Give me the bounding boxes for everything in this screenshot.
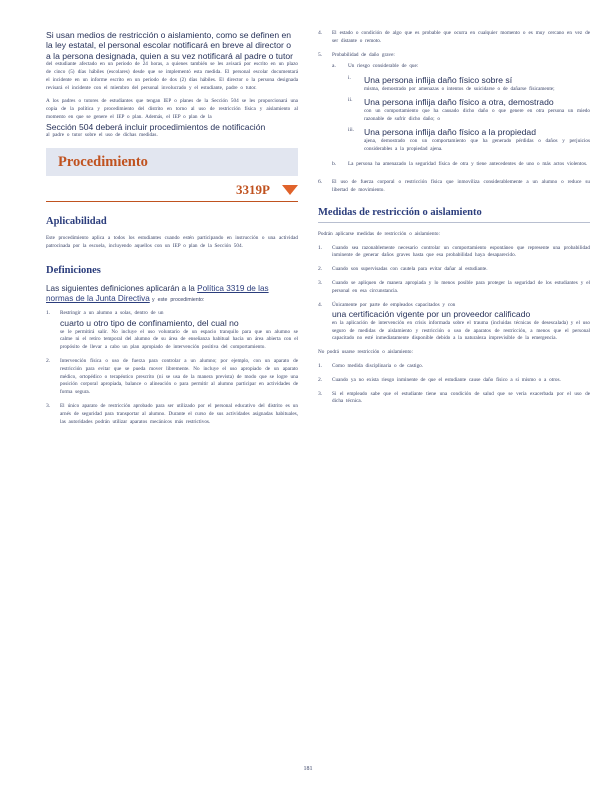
item-number: 1. (46, 310, 51, 317)
heading-definiciones: Definiciones (46, 264, 101, 276)
item-number: 3. (318, 390, 323, 397)
parents-lead: Sección 504 deberá incluir procedimientos de notificación (46, 121, 266, 132)
sub-sub-item (348, 75, 590, 93)
triangle-down-icon (282, 185, 298, 195)
sub-lead: Una persona inflija daño físico a la propiedad (364, 127, 536, 138)
left-column (46, 30, 298, 432)
sub-text: misma, demostrado por amenazas o intentos de suicidarse o de dañarse físicamente; (364, 85, 555, 92)
sub-text: Un riesgo considerable de que: (348, 63, 419, 70)
no-podra-intro: No podrá usarse restricción o aislamiento: (318, 349, 413, 356)
sub-sub-item (348, 127, 590, 153)
definition-item (46, 403, 298, 426)
aplicabilidad-text: Este procedimiento aplica a todos los estudiantes cuando estén participando en instrucción o una actividad patrocinada por la escuela, incluyendo aquellos con un IEP o plan de la Sección 504. (46, 235, 298, 249)
sub-sub-item (348, 97, 590, 123)
sub-number: ii. (348, 97, 353, 104)
policy-link[interactable]: Política 3319 de las normas de la Junta Directiva (46, 283, 269, 303)
sub-number: i. (348, 75, 351, 82)
definition-item (46, 358, 298, 397)
divider (318, 222, 590, 223)
item-number: 4. (318, 30, 323, 36)
banner-title: Procedimiento (58, 153, 148, 170)
intro-body: del estudiante afectado en un periodo de 24 horas, a quienes también se les avisará por escrito en un plazo de cinco (5) días hábiles (escolares) desde que se implementó esta medida. El personal escolar documentará el incidente en un informe escrito en un periodo de dos (2) días hábiles. El director o la persona designada revisará el incidente con el miembro del personal involucrado y el estudiante, padre o tutor. (46, 61, 298, 91)
list-item (318, 280, 590, 296)
definition-item (318, 52, 590, 174)
sub-number: b. (332, 161, 337, 168)
list-item (318, 266, 590, 274)
item-text: Si el empleado sabe que el estudiante tiene una condición de salud que se vería exacerbada por el uso de dicha técnica. (332, 390, 590, 405)
item-text: Cuando sea razonablemente necesario controlar un comportamiento espontáneo que represente una probabilidad inminente de generar daños graves hasta que esa probabilidad haya desaparecido. (332, 244, 590, 259)
heading-aplicabilidad: Aplicabilidad (46, 216, 107, 227)
item-number: 3. (46, 402, 51, 409)
sub-number: iii. (348, 127, 355, 134)
item-text: El único aparato de restricción aprobado para ser utilizado por el personal educativo del distrito es un arnés de seguridad para transportar al alumno. Durante el curso de sus actividades asignadas habituales, las autoridades podrán utilizar aparatos mecánicos más restrictivos. (60, 402, 298, 425)
sub-text: con un comportamiento que ha causado dicho daño o que genere en otra persona un miedo razonable de sufrir dicho daño; o (364, 107, 590, 122)
definitions-tail: y este procedimiento: (152, 296, 205, 303)
policy-code: 3319P (236, 182, 270, 197)
item-text: El uso de fuerza corporal o restricción física que inmoviliza considerablemente a un alumno o reduce su libertad de movimiento. (332, 179, 590, 193)
definitions-lead (46, 284, 298, 305)
sub-lead: Una persona inflija daño físico a otra, demostrado (364, 97, 554, 108)
list-item (318, 302, 590, 344)
item-text: Restringir a un alumno a solas, dentro de un (60, 310, 164, 317)
item-text: Cuando son supervisadas con cautela para evitar dañar al estudiante. (332, 266, 488, 273)
item-number: 1. (318, 362, 323, 369)
item-number: 4. (318, 301, 323, 308)
sub-number: a. (332, 63, 336, 70)
sub-item (332, 63, 590, 157)
sub-item (332, 161, 590, 169)
list-item (318, 363, 590, 371)
item-number: 2. (318, 376, 323, 383)
item-text: Cuando se apliquen de manera apropiada y lo menos posible para proteger la seguridad de los estudiantes y el personal en esa circunstancia. (332, 279, 590, 294)
item-lead: una certificación vigente por un proveedor calificado (332, 309, 531, 320)
sub-text: La persona ha amenazado la seguridad física de otra y tiene antecedentes de uno o más actos violentos. (348, 161, 588, 168)
intro-lead: Si usan medios de restricción o aislamiento, como se definen en la ley estatal, el personal escolar notificará en breve al director o a la persona designada, quien a su vez notificará al padre o tutor (46, 30, 293, 61)
heading-medidas: Medidas de restricción o aislamiento (318, 206, 482, 218)
definition-item (318, 30, 590, 46)
item-number: 6. (318, 179, 323, 186)
item-number: 5. (318, 51, 323, 58)
sub-lead: Una persona inflija daño físico sobre sí (364, 75, 513, 86)
medidas-intro: Podrán aplicarse medidas de restricción o aislamiento: (318, 230, 440, 237)
item-text: se le permitirá salir. No incluye el uso voluntario de un espacio tranquilo para que un alumno se calme ni el retiro temporal del alumno de su área de enseñanza habitual hacia un área abierta con el propósito de llevar a cabo un plan apropiado de intervención positiva del comportamiento. (60, 328, 298, 351)
right-column (318, 30, 590, 412)
item-number: 1. (318, 244, 323, 251)
item-text: Como medida disciplinaria o de castigo. (332, 362, 424, 369)
sub-text: ajena, demostrado con un comportamiento que ha generado pérdidas o daños y perjuicios considerables a la propiedad ajena. (364, 137, 590, 152)
item-text: Únicamente por parte de empleados capacitados y con (332, 301, 456, 308)
item-text: en la aplicación de intervención en crisis informada sobre el trauma (incluidas técnicas de desescalada) y el uso seguro de medidas de aislamiento y restricción o uso de aparatos de restricción, a menos que el personal capacitado no esté inmediatamente disponible debido a la naturaleza imprevisible de la emergencia. (332, 319, 590, 342)
item-text: Intervención física o uso de fuerza para controlar a un alumno; por ejemplo, con un aparato de restricción para evitar que se pueda mover libremente. No incluye el uso apropiado de un aparato médico, ortopédico o terapéutico prescrito (ni se usa de la manera prevista) de modo que se logre una posición corporal apropiada, balance o alineación o para permitir al alumno participar en actividades de forma segura. (60, 357, 298, 396)
definition-item (46, 310, 298, 352)
list-item (318, 377, 590, 385)
policy-code-bar (46, 182, 298, 202)
procedure-banner (46, 148, 298, 176)
item-number: 2. (46, 357, 51, 364)
item-text: Probabilidad de daño grave: (332, 51, 395, 58)
page-number: 181 (303, 766, 313, 772)
item-text: Cuando ya no exista riesgo inminente de que el estudiante cause daño físico a sí mismo o a otros. (332, 376, 561, 383)
definition-item (318, 179, 590, 195)
item-number: 2. (318, 266, 323, 273)
divider (46, 201, 298, 202)
item-number: 3. (318, 279, 323, 286)
definitions-lead-text: Las siguientes definiciones aplicarán a la (46, 283, 195, 293)
parents-paragraph: A los padres o tutores de estudiantes que tengan IEP o planes de la Sección 504 se les proporcionará una copia de la política y procedimiento del distrito en torno al uso de restricción física y aislamiento al momento en que se genere el IEP o plan. Además, el IEP o plan de la (46, 98, 298, 120)
parents-tail: al padre o tutor sobre el uso de dichas medidas. (46, 132, 158, 139)
item-text: El estado o condición de algo que es probable que ocurra en cualquier momento o es muy cercano en vez de ser distante o remoto. (332, 30, 590, 44)
item-lead: cuarto u otro tipo de confinamiento, del cual no (60, 318, 239, 329)
list-item (318, 391, 590, 407)
list-item (318, 245, 590, 261)
